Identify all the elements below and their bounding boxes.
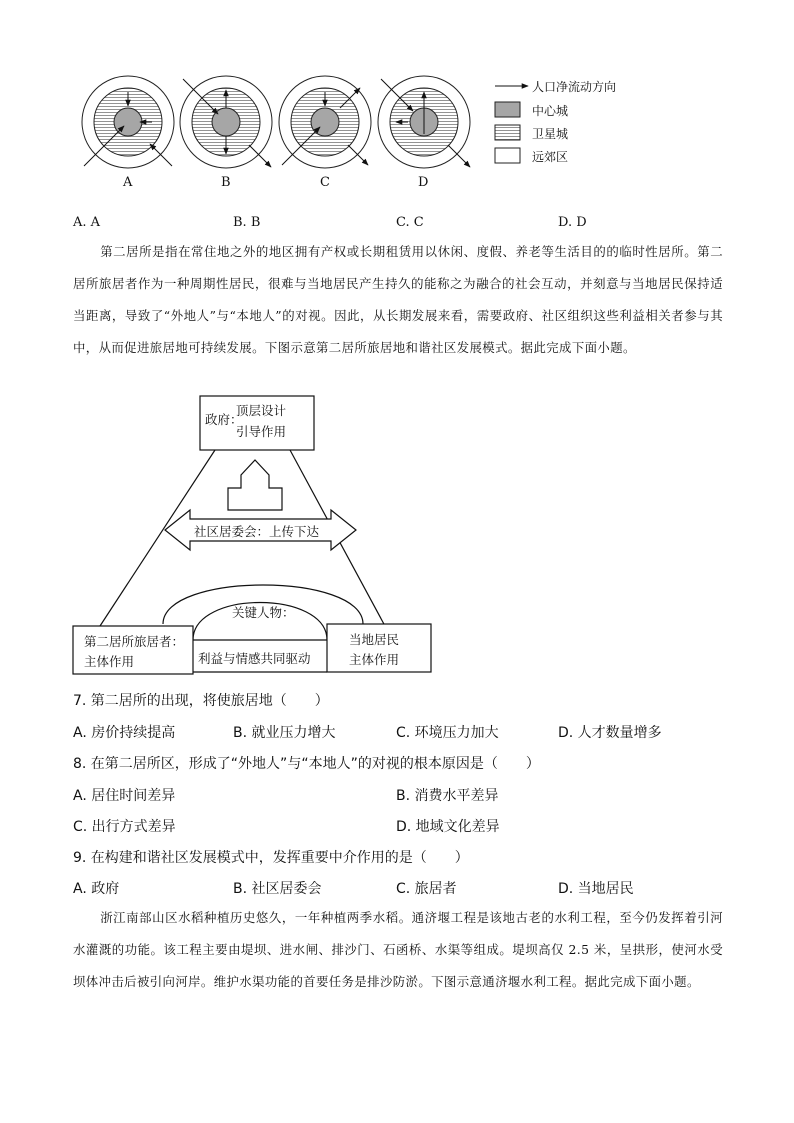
question-9-option-a: A. 政府 bbox=[73, 881, 120, 897]
question-9-option-d: D. 当地居民 bbox=[558, 881, 634, 897]
legend-arrow-label: 人口净流动方向 bbox=[532, 80, 617, 94]
diagram-label-c: C bbox=[320, 175, 330, 190]
question-7-option-a: A. 房价持续提高 bbox=[73, 725, 176, 741]
city-ring-diagrams bbox=[0, 0, 794, 200]
question-7-option-d: D. 人才数量增多 bbox=[558, 725, 662, 741]
resident-label: 当地居民 bbox=[349, 632, 400, 647]
gov-role-line2: 引导作用 bbox=[236, 424, 287, 439]
question-7-option-b: B. 就业压力增大 bbox=[233, 725, 336, 741]
shared-drive-label: 利益与情感共同驱动 bbox=[198, 651, 311, 666]
question-8-option-b: B. 消费水平差异 bbox=[396, 788, 499, 804]
diagram-c bbox=[279, 76, 371, 168]
diagram-label-a: A bbox=[123, 175, 133, 190]
legend-symbols bbox=[495, 86, 528, 163]
question-9-option-c: C. 旅居者 bbox=[396, 881, 457, 897]
question-8-option-c: C. 出行方式差异 bbox=[73, 819, 176, 835]
passage-second-home bbox=[73, 236, 723, 364]
passage-tongji-weir-text: 浙江南部山区水稻种植历史悠久，一年种植两季水稻。通济堰工程是该地古老的水利工程，至今仍发挥着引河水灌溉的功能。该工程主要由堤坝、进水闸、排沙门、石函桥、水渠等组成。堤坝高仅 2.5 米，呈拱形，使河水受坝体冲击后被引向河岸。维护水渠功能的首要任务是排沙防淤。下图示意通济堰水利工程。据此完成下面小题。 bbox=[73, 910, 723, 989]
legend-outer-label: 远郊区 bbox=[532, 150, 569, 164]
passage-second-home-text: 第二居所是指在常住地之外的地区拥有产权或长期租赁用以休闲、度假、养老等生活目的的临时性居所。第二居所旅居者作为一种周期性居民，很难与当地居民产生持久的能称之为融合的社会互动，并刻意与当地居民保持适当距离，导致了“外地人”与“本地人”的对视。因此，从长期发展来看，需要政府、社区组织这些利益相关者参与其中，从而促进旅居地可持续发展。下图示意第二居所旅居地和谐社区发展模式。据此完成下面小题。 bbox=[73, 244, 723, 355]
question-8-stem: 8. 在第二居所区，形成了“外地人”与“本地人”的对视的根本原因是（ ） bbox=[73, 756, 540, 772]
key-person-label: 关键人物： bbox=[232, 605, 295, 620]
question-8-option-a: A. 居住时间差异 bbox=[73, 788, 176, 804]
prev-option-a: A. A bbox=[73, 215, 101, 230]
resident-role: 主体作用 bbox=[349, 652, 400, 667]
sojourner-role: 主体作用 bbox=[84, 654, 135, 669]
gov-label: 政府： bbox=[205, 412, 243, 427]
question-8-option-d: D. 地域文化差异 bbox=[396, 819, 500, 835]
committee-label: 社区居委会：上传下达 bbox=[194, 524, 320, 539]
question-9-option-b: B. 社区居委会 bbox=[233, 881, 322, 897]
legend-center-label: 中心城 bbox=[532, 104, 569, 118]
question-7-stem: 7. 第二居所的出现，将使旅居地（ ） bbox=[73, 693, 329, 709]
prev-option-b: B. B bbox=[233, 215, 261, 230]
passage-tongji-weir bbox=[73, 902, 723, 998]
prev-option-d: D. D bbox=[558, 215, 587, 230]
diagram-label-d: D bbox=[418, 175, 429, 190]
diagram-b bbox=[180, 76, 272, 168]
diagram-d bbox=[378, 76, 470, 168]
legend-satellite-label: 卫星城 bbox=[532, 127, 569, 141]
diagram-a bbox=[82, 76, 174, 168]
gov-role-line1: 顶层设计 bbox=[236, 403, 287, 418]
diagram-label-b: B bbox=[221, 175, 231, 190]
prev-option-c: C. C bbox=[396, 215, 424, 230]
sojourner-label: 第二居所旅居者： bbox=[84, 634, 185, 649]
question-9-stem: 9. 在构建和谐社区发展模式中，发挥重要中介作用的是（ ） bbox=[73, 850, 469, 866]
question-7-option-c: C. 环境压力加大 bbox=[396, 725, 499, 741]
